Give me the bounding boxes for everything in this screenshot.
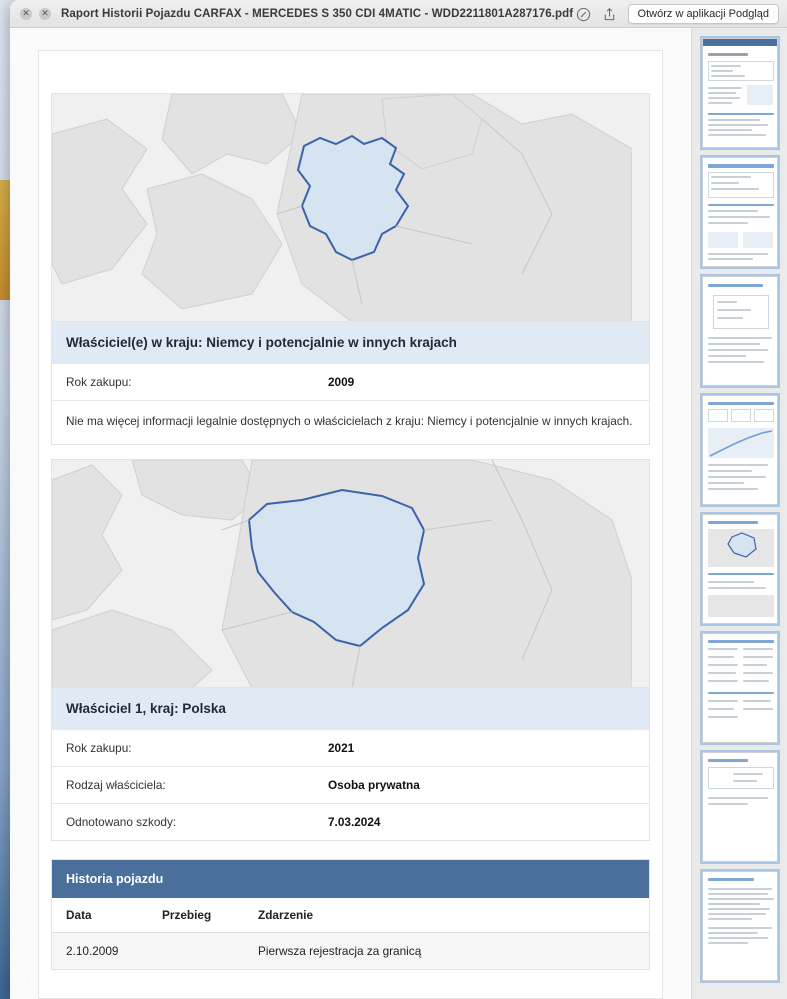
- row-label: Rok zakupu:: [66, 741, 132, 756]
- cell-date: 2.10.2009: [66, 944, 119, 959]
- thumbnail-page-4[interactable]: [702, 395, 778, 505]
- thumbnail-page-3[interactable]: [702, 276, 778, 386]
- owner-section-poland: [51, 459, 650, 841]
- owner-section-germany: [51, 93, 650, 445]
- window-controls: [20, 8, 51, 20]
- fullscreen-glyph: ✕: [41, 8, 49, 18]
- thumbnail-page-1[interactable]: [702, 38, 778, 148]
- thumbnail-page-7[interactable]: [702, 752, 778, 862]
- history-title: Historia pojazdu: [52, 860, 649, 898]
- row-value: 2021: [328, 741, 355, 756]
- window-titlebar: [10, 0, 787, 28]
- fullscreen-icon[interactable]: [39, 8, 51, 20]
- germany-note: Nie ma więcej informacji legalnie dostępnych o właścicielach z kraju: Niemcy i potencjalnie w innych krajach.: [52, 400, 649, 444]
- section-heading-poland: Właściciel 1, kraj: Polska: [52, 688, 649, 729]
- row-label: Rok zakupu:: [66, 375, 132, 389]
- titlebar-actions: [576, 0, 779, 28]
- share-icon[interactable]: [602, 6, 618, 22]
- row-label: Odnotowano szkody:: [66, 815, 177, 830]
- table-row: [52, 803, 649, 840]
- row-label: Rodzaj właściciela:: [66, 778, 166, 793]
- column-header-event: Zdarzenie: [258, 908, 314, 923]
- window-content: [10, 28, 787, 999]
- close-icon[interactable]: [20, 8, 32, 20]
- history-header-row: [52, 898, 649, 933]
- section-heading-germany: Właściciel(e) w kraju: Niemcy i potencjalnie w innych krajach: [52, 322, 649, 363]
- thumbnail-page-6[interactable]: [702, 633, 778, 743]
- watermark: otomoto: [14, 971, 78, 990]
- map-poland: [52, 460, 649, 688]
- column-header-date: Data: [66, 908, 92, 923]
- thumbnail-page-5[interactable]: [702, 514, 778, 624]
- open-in-preview-button[interactable]: Otwórz w aplikacji Podgląd: [628, 4, 779, 24]
- row-value: 7.03.2024: [328, 815, 381, 830]
- markup-icon[interactable]: [576, 6, 592, 22]
- row-value: 2009: [328, 375, 355, 389]
- pdf-page: [38, 50, 663, 999]
- table-row: [52, 766, 649, 803]
- column-header-mileage: Przebieg: [162, 908, 212, 923]
- table-row: [52, 363, 649, 400]
- close-glyph: ✕: [22, 8, 30, 18]
- thumbnail-page-8[interactable]: [702, 871, 778, 981]
- document-viewer[interactable]: [10, 28, 691, 999]
- cell-mileage: [162, 944, 258, 958]
- desktop-accent-stripe: [0, 180, 10, 300]
- map-germany: [52, 94, 649, 322]
- thumbnail-sidebar[interactable]: [691, 28, 787, 999]
- vehicle-history-table: [51, 859, 650, 970]
- row-value: Osoba prywatna: [328, 778, 420, 793]
- table-row: [52, 933, 649, 969]
- pdf-quicklook-window: [10, 0, 787, 999]
- thumbnail-page-2[interactable]: [702, 157, 778, 267]
- window-title: Raport Historii Pojazdu CARFAX - MERCEDES S 350 CDI 4MATIC - WDD2211801A287176.pdf: [61, 7, 574, 20]
- table-row: [52, 729, 649, 766]
- cell-event: Pierwsza rejestracja za granicą: [258, 944, 422, 959]
